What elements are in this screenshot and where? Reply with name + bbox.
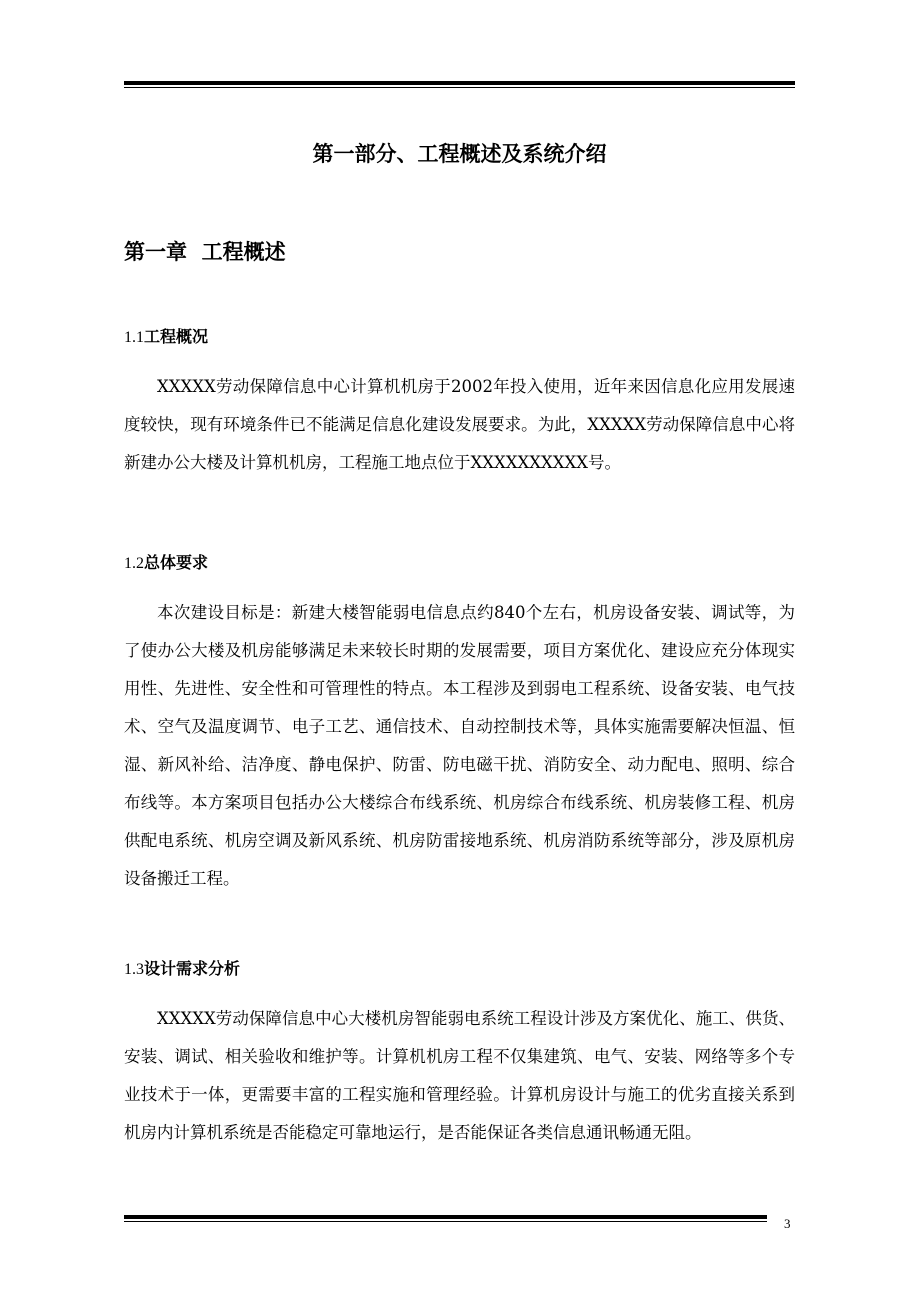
section-heading-1-3 xyxy=(124,956,240,979)
section-paragraph-1-1: XXXXX劳动保障信息中心计算机机房于2002年投入使用，近年来因信息化应用发展速度较快，现有环境条件已不能满足信息化建设发展要求。为此，XXXXX劳动保障信息中心将新建办公大楼及计算机机房，工程施工地点位于XXXXXXXXXX号。 xyxy=(124,377,795,472)
chapter-title: 第一章 工程概述 xyxy=(124,240,286,264)
section-number: 1.2 xyxy=(124,555,144,572)
footer-rule xyxy=(124,1215,767,1222)
section-heading-1-2 xyxy=(124,550,208,573)
section-number: 1.3 xyxy=(124,961,144,978)
page-number: 3 xyxy=(784,1216,791,1231)
section-paragraph-1-3: XXXXX劳动保障信息中心大楼机房智能弱电系统工程设计涉及方案优化、施工、供货、安装、调试、相关验收和维护等。计算机机房工程不仅集建筑、电气、安装、网络等多个专业技术于一体，更需要丰富的工程实施和管理经验。计算机房设计与施工的优劣直接关系到机房内计算机系统是否能稳定可靠地运行，是否能保证各类信息通讯畅通无阻。 xyxy=(124,1009,795,1142)
section-title: 设计需求分析 xyxy=(144,959,241,978)
section-heading-1-1 xyxy=(124,324,208,347)
section-paragraph-1-2: 本次建设目标是：新建大楼智能弱电信息点约840个左右，机房设备安装、调试等，为了使办公大楼及机房能够满足未来较长时期的发展需要，项目方案优化、建设应充分体现实用性、先进性、安全性和可管理性的特点。本工程涉及到弱电工程系统、设备安装、电气技术、空气及温度调节、电子工艺、通信技术、自动控制技术等，具体实施需要解决恒温、恒湿、新风补给、洁净度、静电保护、防雷、防电磁干扰、消防安全、动力配电、照明、综合布线等。本方案项目包括办公大楼综合布线系统、机房综合布线系统、机房装修工程、机房供配电系统、机房空调及新风系统、机房防雷接地系统、机房消防系统等部分，涉及原机房设备搬迁工程。 xyxy=(124,603,795,888)
section-title: 工程概况 xyxy=(144,327,209,346)
section-number: 1.1 xyxy=(124,329,144,346)
header-rule xyxy=(124,81,795,88)
section-title: 总体要求 xyxy=(144,553,209,572)
part-title: 第一部分、工程概述及系统介绍 xyxy=(312,142,607,166)
